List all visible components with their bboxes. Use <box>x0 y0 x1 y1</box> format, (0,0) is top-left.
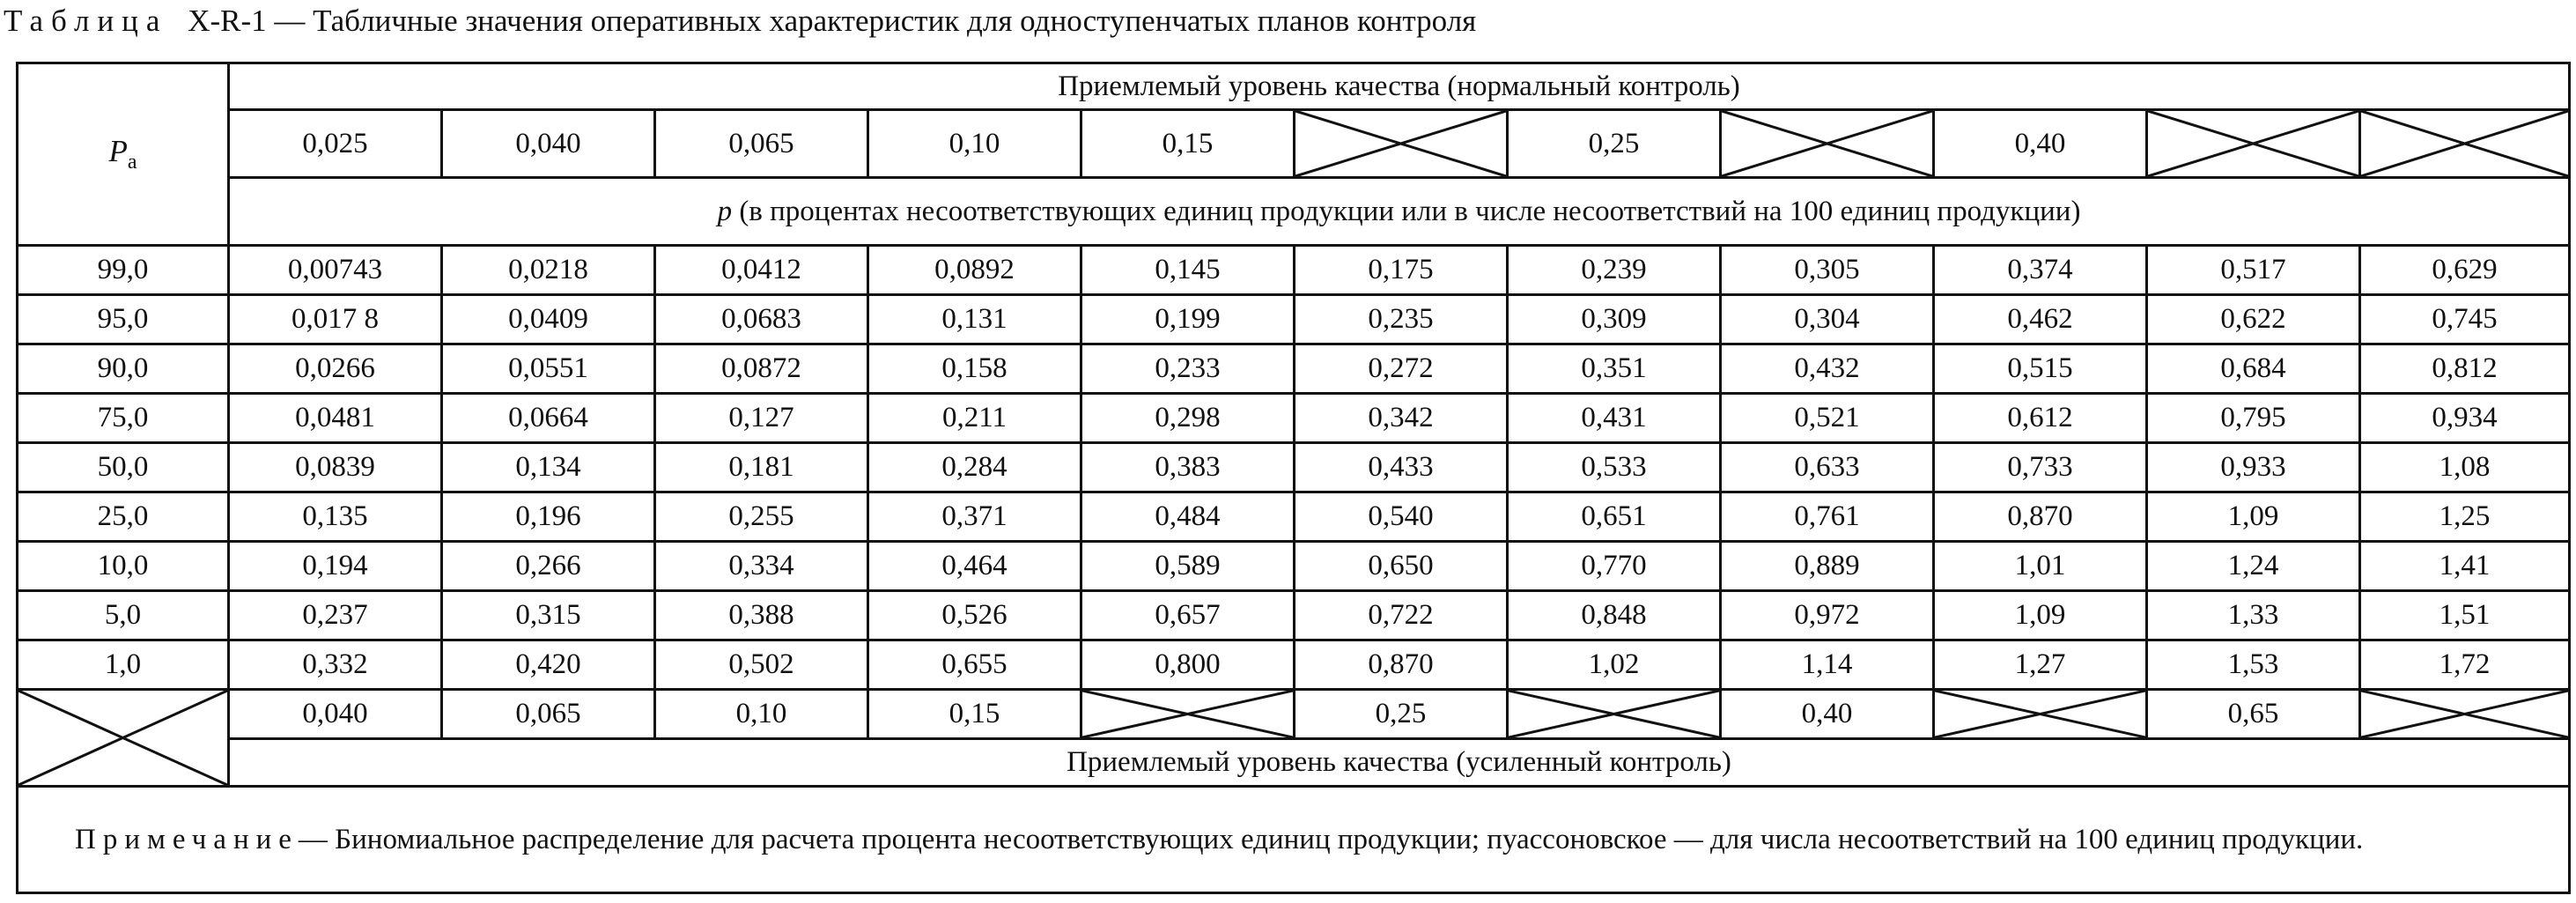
p-value-cell: 1,53 <box>2147 640 2360 690</box>
pa-subscript: a <box>127 151 137 174</box>
p-value-cell: 0,889 <box>1721 542 1934 591</box>
p-value-cell: 1,25 <box>2360 492 2570 542</box>
p-value-cell: 0,0412 <box>655 246 868 295</box>
p-value-cell: 1,01 <box>1934 542 2147 591</box>
p-value-cell: 1,72 <box>2360 640 2570 690</box>
p-value-cell: 1,09 <box>1934 591 2147 640</box>
p-value-cell: 0,464 <box>868 542 1081 591</box>
p-value-cell: 0,745 <box>2360 295 2570 344</box>
p-value-cell: 0,145 <box>1081 246 1295 295</box>
p-value-cell: 0,433 <box>1295 443 1508 492</box>
p-value-cell: 0,0683 <box>655 295 868 344</box>
p-value-cell: 0,158 <box>868 344 1081 394</box>
cross-out-mark <box>1082 691 1293 737</box>
p-value-cell: 0,484 <box>1081 492 1295 542</box>
p-value-cell: 0,650 <box>1295 542 1508 591</box>
p-value-cell: 0,334 <box>655 542 868 591</box>
cross-out-mark <box>1722 111 1932 176</box>
p-value-cell: 0,622 <box>2147 295 2360 344</box>
pa-value-cell: 10,0 <box>18 542 229 591</box>
p-value-cell: 0,848 <box>1508 591 1721 640</box>
p-value-cell: 0,761 <box>1721 492 1934 542</box>
tightened-aql-cell: 0,15 <box>868 690 1081 739</box>
table-row <box>18 344 2570 394</box>
normal-aql-cell: 0,25 <box>1508 110 1721 178</box>
p-value-cell: 1,27 <box>1934 640 2147 690</box>
p-value-cell: 0,305 <box>1721 246 1934 295</box>
tightened-aql-empty-4 <box>1081 690 1295 739</box>
p-value-cell: 0,371 <box>868 492 1081 542</box>
p-value-cell: 0,521 <box>1721 394 1934 443</box>
normal-aql-cell: 0,025 <box>229 110 442 178</box>
p-value-cell: 0,502 <box>655 640 868 690</box>
p-value-cell: 0,017 8 <box>229 295 442 344</box>
tightened-aql-cell: 0,10 <box>655 690 868 739</box>
p-value-cell: 0,237 <box>229 591 442 640</box>
p-value-cell: 0,0218 <box>442 246 655 295</box>
p-value-cell: 0,526 <box>868 591 1081 640</box>
p-value-cell: 0,934 <box>2360 394 2570 443</box>
p-value-cell: 0,131 <box>868 295 1081 344</box>
p-value-cell: 0,0839 <box>229 443 442 492</box>
p-value-cell: 0,284 <box>868 443 1081 492</box>
pa-header <box>18 63 229 246</box>
normal-aql-empty-10 <box>2360 110 2570 178</box>
normal-aql-empty-5 <box>1295 110 1508 178</box>
p-value-cell: 0,196 <box>442 492 655 542</box>
normal-aql-empty-7 <box>1721 110 1934 178</box>
table-row <box>18 246 2570 295</box>
p-description: (в процентах несоответствующих единиц продукции или в числе несоответствий на 100 единиц продукции) <box>739 195 2081 227</box>
p-value-cell: 1,02 <box>1508 640 1721 690</box>
p-value-cell: 0,351 <box>1508 344 1721 394</box>
tightened-aql-cell: 0,65 <box>2147 690 2360 739</box>
p-value-cell: 0,517 <box>2147 246 2360 295</box>
p-symbol: p <box>717 195 733 227</box>
pa-value-cell: 25,0 <box>18 492 229 542</box>
p-value-cell: 0,420 <box>442 640 655 690</box>
p-value-cell: 0,255 <box>655 492 868 542</box>
p-value-cell: 0,332 <box>229 640 442 690</box>
p-value-cell: 0,612 <box>1934 394 2147 443</box>
p-value-cell: 0,298 <box>1081 394 1295 443</box>
p-value-cell: 0,235 <box>1295 295 1508 344</box>
p-value-cell: 0,870 <box>1295 640 1508 690</box>
normal-aql-cell: 0,40 <box>1934 110 2147 178</box>
p-value-cell: 0,432 <box>1721 344 1934 394</box>
normal-aql-empty-9 <box>2147 110 2360 178</box>
corner-empty-cell <box>18 690 229 787</box>
table-row <box>18 394 2570 443</box>
p-value-cell: 0,199 <box>1081 295 1295 344</box>
tightened-aql-empty-10 <box>2360 690 2570 739</box>
table-row <box>18 295 2570 344</box>
p-description-header <box>229 178 2570 246</box>
p-value-cell: 0,0551 <box>442 344 655 394</box>
p-value-cell: 0,211 <box>868 394 1081 443</box>
p-value-cell: 0,431 <box>1508 394 1721 443</box>
p-value-cell: 0,533 <box>1508 443 1721 492</box>
cross-out-mark <box>1935 691 2145 737</box>
tightened-aql-cell: 0,040 <box>229 690 442 739</box>
p-value-cell: 0,239 <box>1508 246 1721 295</box>
table-row <box>18 492 2570 542</box>
p-value-cell: 0,655 <box>868 640 1081 690</box>
p-value-cell: 0,0664 <box>442 394 655 443</box>
p-value-cell: 1,24 <box>2147 542 2360 591</box>
p-value-cell: 1,33 <box>2147 591 2360 640</box>
p-value-cell: 0,633 <box>1721 443 1934 492</box>
cross-out-mark <box>18 691 227 785</box>
p-value-cell: 0,388 <box>655 591 868 640</box>
p-value-cell: 0,194 <box>229 542 442 591</box>
caption-label: Таблица <box>4 4 168 38</box>
p-value-cell: 0,589 <box>1081 542 1295 591</box>
oc-values-table <box>16 62 2571 894</box>
p-value-cell: 0,870 <box>1934 492 2147 542</box>
tightened-aql-cell: 0,065 <box>442 690 655 739</box>
p-value-cell: 0,733 <box>1934 443 2147 492</box>
pa-value-cell: 5,0 <box>18 591 229 640</box>
cross-out-mark <box>2148 111 2358 176</box>
p-value-cell: 0,315 <box>442 591 655 640</box>
p-value-cell: 0,0872 <box>655 344 868 394</box>
table-caption <box>4 4 1476 39</box>
normal-aql-cell: 0,065 <box>655 110 868 178</box>
note-label: Примечание <box>75 824 299 855</box>
p-value-cell: 0,374 <box>1934 246 2147 295</box>
tightened-aql-cell: 0,25 <box>1295 690 1508 739</box>
p-value-cell: 0,0266 <box>229 344 442 394</box>
p-value-cell: 0,770 <box>1508 542 1721 591</box>
p-value-cell: 0,812 <box>2360 344 2570 394</box>
p-value-cell: 0,342 <box>1295 394 1508 443</box>
table-row <box>18 591 2570 640</box>
table-row <box>18 443 2570 492</box>
pa-value-cell: 99,0 <box>18 246 229 295</box>
table-row <box>18 640 2570 690</box>
note-text: — Биномиальное распределение для расчета процента несоответствующих единиц продукции; пуассоновское — для числа несоответствий на 100 единиц продукции. <box>298 824 2364 855</box>
p-value-cell: 0,515 <box>1934 344 2147 394</box>
p-value-cell: 0,134 <box>442 443 655 492</box>
p-value-cell: 0,0892 <box>868 246 1081 295</box>
p-value-cell: 1,51 <box>2360 591 2570 640</box>
p-value-cell: 1,14 <box>1721 640 1934 690</box>
normal-aql-cell: 0,040 <box>442 110 655 178</box>
cross-out-mark <box>2361 691 2568 737</box>
p-value-cell: 0,629 <box>2360 246 2570 295</box>
pa-value-cell: 1,0 <box>18 640 229 690</box>
p-value-cell: 0,933 <box>2147 443 2360 492</box>
table-row <box>18 542 2570 591</box>
p-value-cell: 0,462 <box>1934 295 2147 344</box>
p-value-cell: 0,0481 <box>229 394 442 443</box>
p-value-cell: 0,0409 <box>442 295 655 344</box>
p-value-cell: 1,41 <box>2360 542 2570 591</box>
p-value-cell: 0,309 <box>1508 295 1721 344</box>
normal-aql-header: Приемлемый уровень качества (нормальный контроль) <box>229 63 2570 110</box>
p-value-cell: 1,09 <box>2147 492 2360 542</box>
p-value-cell: 0,272 <box>1295 344 1508 394</box>
caption-title: — Табличные значения оперативных характеристик для одноступенчатых планов контроля <box>274 4 1477 38</box>
p-value-cell: 0,795 <box>2147 394 2360 443</box>
p-value-cell: 0,175 <box>1295 246 1508 295</box>
table-note <box>18 787 2570 893</box>
p-value-cell: 0,684 <box>2147 344 2360 394</box>
p-value-cell: 0,383 <box>1081 443 1295 492</box>
p-value-cell: 1,08 <box>2360 443 2570 492</box>
p-value-cell: 0,266 <box>442 542 655 591</box>
normal-aql-cell: 0,15 <box>1081 110 1295 178</box>
p-value-cell: 0,722 <box>1295 591 1508 640</box>
normal-aql-cell: 0,10 <box>868 110 1081 178</box>
p-value-cell: 0,800 <box>1081 640 1295 690</box>
cross-out-mark <box>1509 691 1719 737</box>
pa-value-cell: 50,0 <box>18 443 229 492</box>
pa-value-cell: 95,0 <box>18 295 229 344</box>
p-value-cell: 0,135 <box>229 492 442 542</box>
tightened-aql-empty-8 <box>1934 690 2147 739</box>
p-value-cell: 0,00743 <box>229 246 442 295</box>
p-value-cell: 0,651 <box>1508 492 1721 542</box>
p-value-cell: 0,657 <box>1081 591 1295 640</box>
p-value-cell: 0,972 <box>1721 591 1934 640</box>
p-value-cell: 0,540 <box>1295 492 1508 542</box>
tightened-aql-empty-6 <box>1508 690 1721 739</box>
p-value-cell: 0,181 <box>655 443 868 492</box>
p-value-cell: 0,233 <box>1081 344 1295 394</box>
cross-out-mark <box>2361 111 2568 176</box>
tightened-aql-header: Приемлемый уровень качества (усиленный контроль) <box>229 739 2570 787</box>
p-value-cell: 0,127 <box>655 394 868 443</box>
pa-value-cell: 75,0 <box>18 394 229 443</box>
tightened-aql-cell: 0,40 <box>1721 690 1934 739</box>
p-value-cell: 0,304 <box>1721 295 1934 344</box>
pa-symbol: P <box>108 134 128 168</box>
cross-out-mark <box>1295 111 1506 176</box>
caption-number: X-R-1 <box>188 4 267 38</box>
pa-value-cell: 90,0 <box>18 344 229 394</box>
